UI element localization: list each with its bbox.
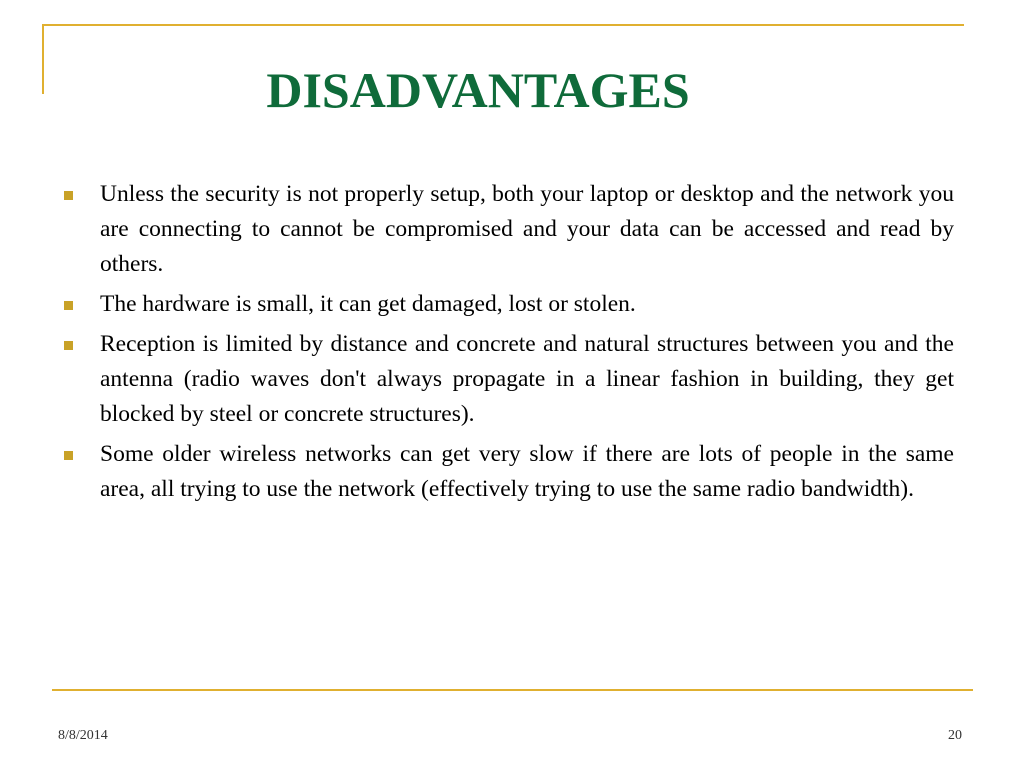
square-bullet-icon (64, 301, 73, 310)
bullet-item (62, 327, 954, 432)
footer-date: 8/8/2014 (58, 728, 108, 743)
bullet-item (62, 177, 954, 282)
bullet-text: Reception is limited by distance and concrete and natural structures between you and the antenna (radio waves don't always propagate in a linear fashion in building, they get blocked by steel or concrete structures). (100, 331, 954, 427)
square-bullet-icon (64, 451, 73, 460)
slide-title: DISADVANTAGES (266, 62, 690, 118)
footer-rule (52, 689, 973, 691)
square-bullet-icon (64, 191, 73, 200)
frame-top-rule (42, 24, 964, 26)
bullet-text: Some older wireless networks can get very slow if there are lots of people in the same area, all trying to use the network (effectively trying to use the same radio bandwidth). (100, 441, 954, 502)
bullet-item (62, 287, 954, 322)
bullet-text: The hardware is small, it can get damaged, lost or stolen. (100, 291, 636, 317)
bullet-item (62, 437, 954, 507)
square-bullet-icon (64, 341, 73, 350)
page-number: 20 (948, 728, 962, 743)
bullet-list (62, 177, 954, 512)
bullet-text: Unless the security is not properly setup, both your laptop or desktop and the network you are connecting to cannot be compromised and your data can be accessed and read by others. (100, 181, 954, 277)
